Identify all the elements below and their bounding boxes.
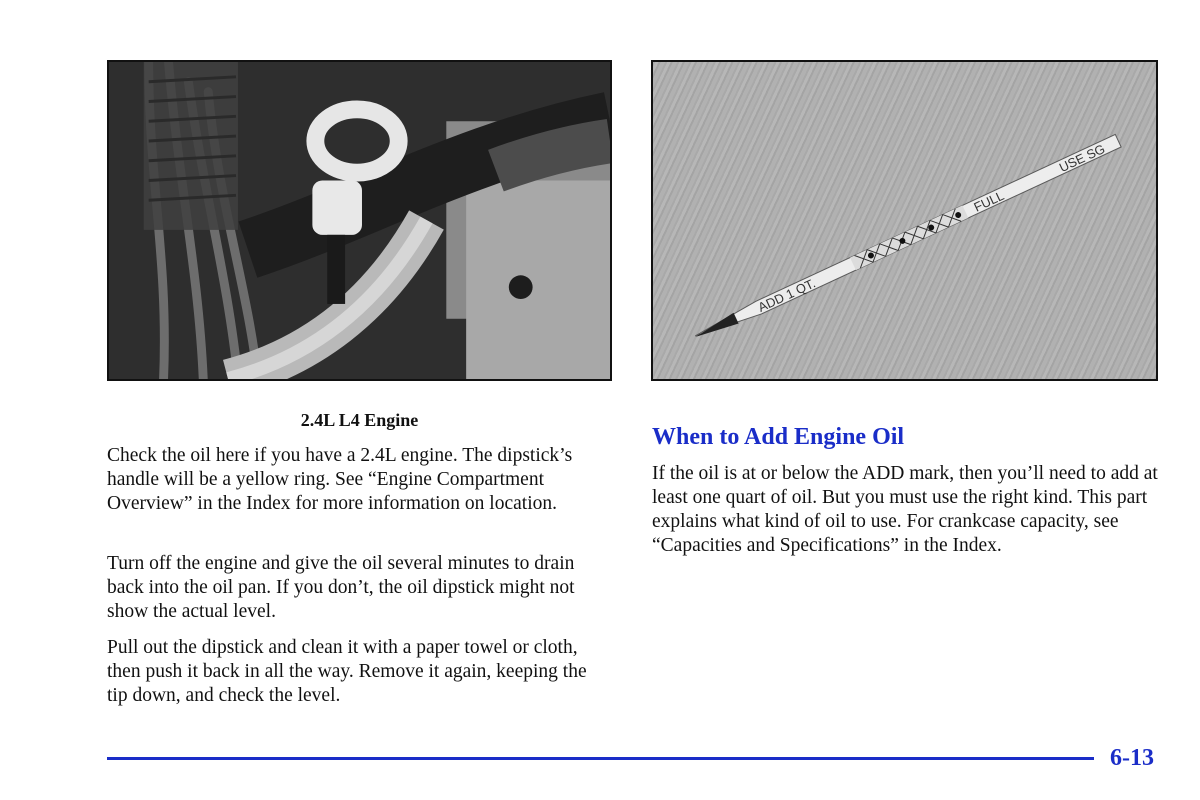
section-heading: When to Add Engine Oil [652,424,905,450]
paragraph-pull-dipstick: Pull out the dipstick and clean it with a paper towel or cloth, then push it back in all the way. Remove it again, keeping the tip down, and check the level. [107,637,587,706]
dipstick-full-mark: FULL [971,187,1007,215]
dipstick-add-mark: ADD 1 QT. [755,275,818,315]
engine-bay-illustration [109,62,610,379]
dipstick-oil-grade-mark: USE SG [1056,140,1108,176]
footer-divider [107,757,1094,760]
page-number: 6-13 [1110,745,1154,771]
dipstick-illustration [653,62,1156,379]
engine-bay-photo [107,60,612,381]
paragraph-when-to-add-oil: If the oil is at or below the ADD mark, then you’ll need to add at least one quart of oil. But you must use the right kind. This part explains what kind of oil to use. For crankcase capacity, see “Capacities and Specifications” in the Index. [652,463,1158,556]
engine-photo-caption: 2.4L L4 Engine [300,410,419,430]
paragraph-turn-off-engine: Turn off the engine and give the oil several minutes to drain back into the oil pan. If you don’t, the oil dipstick might not show the actual level. [107,553,575,622]
dipstick-photo [651,60,1158,381]
paragraph-check-oil-location: Check the oil here if you have a 2.4L engine. The dipstick’s handle will be a yellow ring. See “Engine Compartment Overview” in the Index for more information on location. [107,445,573,514]
